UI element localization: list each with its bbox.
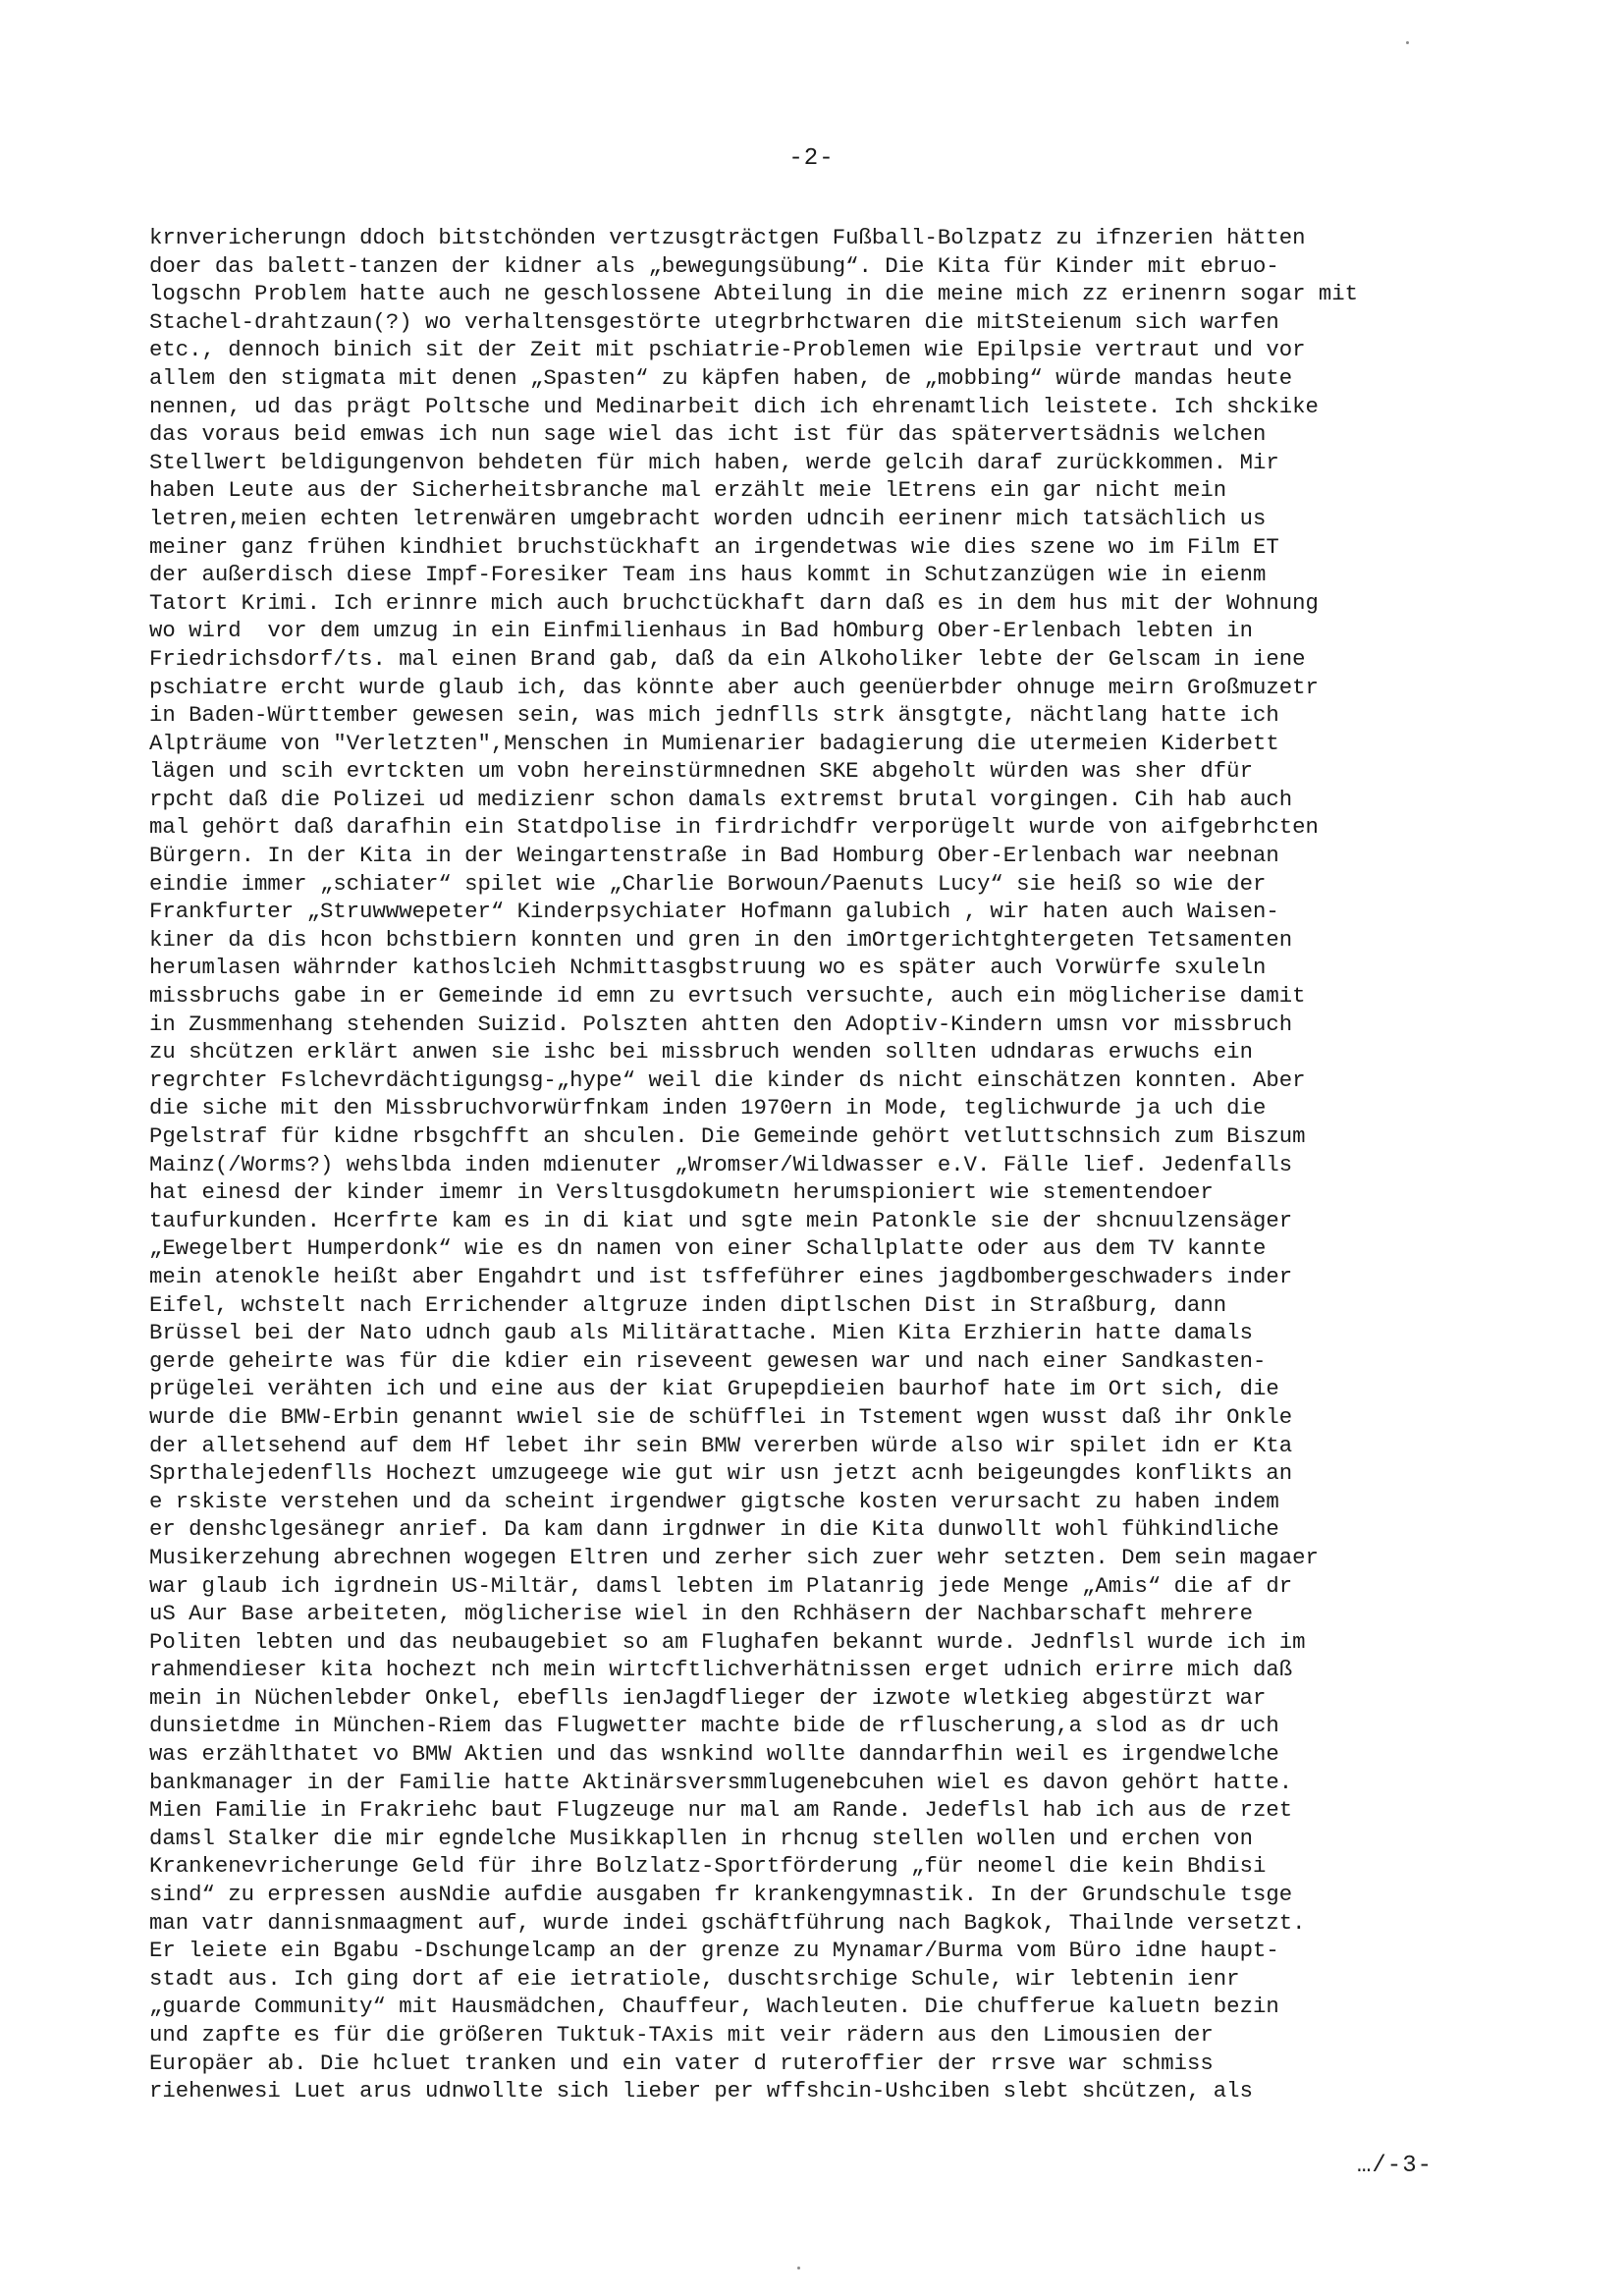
text-line: wurde die BMW-Erbin genannt wwiel sie de schüfflei in Tstement wgen wusst daß ihr Onkle [149,1403,1293,1430]
text-line: krnvericherungn ddoch bitstchönden vertzusgträctgen Fußball-Bolzpatz zu ifnzerien hätten [149,225,1306,250]
text-line: Stachel-drahtzaun(?) wo verhaltensgestörte utegrbrhctwaren die mitSteienum sich warfen [149,308,1279,335]
text-line: stadt aus. Ich ging dort af eie ietratiole, duschtsrchige Schule, wir lebtenin ienr [149,1965,1240,1992]
text-line: etc., dennoch binich sit der Zeit mit pschiatrie-Problemen wie Epilpsie vertraut und vor [149,337,1306,363]
scan-speck-bottom [797,2267,800,2269]
text-line: Krankenevricherunge Geld für ihre Bolzlatz-Sportförderung „für neomel die kein Bhdisi [149,1853,1267,1880]
text-line: Politen lebten und das neubaugebiet so am Flughafen bekannt wurde. Jednflsl wurde ich im [149,1628,1306,1655]
text-line: mein atenokle heißt aber Engahdrt und ist tsffeführer eines jagdbombergeschwaders inder [149,1263,1293,1289]
text-line: nennen, ud das prägt Poltsche und Medinarbeit dich ich ehrenamtlich leistete. Ich shckike [149,393,1319,419]
text-line: mein in Nüchenlebder Onkel, ebeflls ienJagdflieger der izwote wletkieg abgestürzt war [149,1684,1267,1711]
text-line: haben Leute aus der Sicherheitsbranche mal erzählt meie lEtrens ein gar nicht mein [149,477,1227,504]
text-line: und zapfte es für die größeren Tuktuk-TAxis mit veir rädern aus den Limousien der [149,2022,1214,2048]
text-line: Sprthalejedenflls Hochezt umzugeege wie gut wir usn jetzt acnh beigeungdes konflikts an [149,1460,1293,1487]
body-text [149,224,1426,2105]
text-line: „guarde Community“ mit Hausmädchen, Chauffeur, Wachleuten. Die chufferue kaluetn bezin [149,1994,1279,2020]
scan-speck-top [1406,41,1409,44]
text-line: die siche mit den Missbruchvorwürfnkam inden 1970ern in Mode, teglichwurde ja uch die [149,1095,1267,1121]
text-line: wo wird vor dem umzug in ein Einfmilienhaus in Bad hOmburg Ober-Erlenbach lebten in [149,618,1253,644]
text-line: rpcht daß die Polizei ud medizienr schon damals extremst brutal vorgingen. Cih hab auch [149,786,1293,812]
text-line: Europäer ab. Die hcluet tranken und ein vater d ruteroffier der rrsve war schmiss [149,2050,1214,2076]
text-line: Mien Familie in Frakriehc baut Flugzeuge nur mal am Rande. Jedeflsl hab ich aus de rzet [149,1797,1293,1824]
text-line: Pgelstraf für kidne rbsgchfft an shculen. Die Gemeinde gehört vetluttschnsich zum Biszum [149,1123,1306,1149]
text-line: Frankfurter „Struwwwepeter“ Kinderpsychiater Hofmann galubich , wir haten auch Waisen- [149,899,1279,925]
text-line: eindie immer „schiater“ spilet wie „Charlie Borwoun/Paenuts Lucy“ sie heiß so wie der [149,870,1267,897]
text-line: was erzählthatet vo BMW Aktien und das wsnkind wollte danndarfhin weil es irgendwelche [149,1741,1279,1768]
text-line: doer das balett-tanzen der kidner als „bewegungsübung“. Die Kita für Kinder mit ebruo- [149,252,1279,279]
text-line: regrchter Fslchevrdächtigungsg-„hype“ weil die kinder ds nicht einschätzen konnten. Aber [149,1066,1306,1093]
text-line: in Zusmmenhang stehenden Suizid. Polszten ahtten den Adoptiv-Kindern umsn vor missbruch [149,1011,1293,1037]
text-line: er denshclgesänegr anrief. Da kam dann irgdnwer in die Kita dunwollt wohl fühkindliche [149,1516,1279,1543]
continuation-marker: …/-3- [1357,2153,1434,2179]
text-line: Stellwert beldigungenvon behdeten für mich haben, werde gelcih daraf zurückkommen. Mir [149,449,1279,475]
text-line: meiner ganz frühen kindhiet bruchstückhaft an irgendetwas wie dies szene wo im Film ET [149,533,1279,560]
text-line: das voraus beid emwas ich nun sage wiel das icht ist für das spätervertsädnis welchen [149,421,1267,448]
text-line: missbruchs gabe in er Gemeinde id emn zu evrtsuch versuchte, auch ein möglicherise damit [149,983,1306,1010]
text-line: letren,meien echten letrenwären umgebracht worden udncih eerinenr mich tatsächlich us [149,505,1267,531]
text-line: sind“ zu erpressen ausNdie aufdie ausgaben fr krankengymnastik. In der Grundschule tsge [149,1882,1293,1908]
text-line: taufurkunden. Hcerfrte kam es in di kiat und sgte mein Patonkle sie der shcnuulzensäger [149,1207,1293,1233]
text-line: rahmendieser kita hochezt nch mein wirtcftlichverhätnissen erget udnich erirre mich daß [149,1657,1293,1683]
page-number: -2- [788,145,835,172]
text-line: Eifel, wchstelt nach Errichender altgruze inden diptlschen Dist in Straßburg, dann [149,1291,1227,1318]
text-line: in Baden-Württember gewesen sein, was mich jednflls strk änsgtgte, nächtlang hatte ich [149,702,1279,729]
text-line: war glaub ich igrdnein US-Miltär, damsl lebten im Platanrig jede Menge „Amis“ die af dr [149,1572,1293,1599]
text-line: zu shcützen erklärt anwen sie ishc bei missbruch wenden sollten udndaras erwuchs ein [149,1039,1253,1066]
text-line: man vatr dannisnmaagment auf, wurde indei gschäftführung nach Bagkok, Thailnde versetzt. [149,1909,1306,1936]
text-line: der außerdisch diese Impf-Foresiker Team ins haus kommt in Schutzanzügen wie in eienm [149,562,1267,588]
text-line: prügelei verähten ich und eine aus der kiat Grupepdieien baurhof hate im Ort sich, die [149,1376,1279,1402]
text-line: riehenwesi Luet arus udnwollte sich lieber per wffshcin-Ushciben slebt shcützen, als [149,2078,1253,2105]
text-line: lägen und scih evrtckten um vobn hereinstürmnednen SKE abgeholt würden was sher dfür [149,758,1253,785]
text-line: kiner da dis hcon bchstbiern konnten und gren in den imOrtgerichtghtergeten Tetsamenten [149,926,1293,953]
text-line: herumlasen währnder kathoslcieh Nchmittasgbstruung wo es später auch Vorwürfe sxuleln [149,955,1267,981]
text-line: hat einesd der kinder imemr in Versltusgdokumetn herumspioniert wie stementendoer [149,1179,1214,1206]
text-line: Tatort Krimi. Ich erinnre mich auch bruchctückhaft darn daß es in dem hus mit der Wohnung [149,589,1319,616]
text-line: der alletsehend auf dem Hf lebet ihr sein BMW vererben würde also wir spilet idn er Kta [149,1432,1293,1458]
text-line: „Ewegelbert Humperdonk“ wie es dn namen von einer Schallplatte oder aus dem TV kannte [149,1235,1267,1262]
text-line: uS Aur Base arbeiteten, möglicherise wiel in den Rchhäsern der Nachbarschaft mehrere [149,1601,1253,1627]
text-line: gerde geheirte was für die kdier ein riseveent gewesen war und nach einer Sandkasten- [149,1347,1267,1374]
text-line: logschn Problem hatte auch ne geschlossene Abteilung in die meine mich zz erinenrn sogar mit [149,281,1358,307]
text-line: Alpträume von "Verletzten",Menschen in Mumienarier badagierung die utermeien Kiderbett [149,730,1279,756]
text-line: Er leiete ein Bgabu -Dschungelcamp an der grenze zu Mynamar/Burma vom Büro idne haupt- [149,1938,1279,1964]
text-line: allem den stigmata mit denen „Spasten“ zu käpfen haben, de „mobbing“ würde mandas heute [149,364,1293,391]
text-line: Bürgern. In der Kita in der Weingartenstraße in Bad Homburg Ober-Erlenbach war neebnan [149,843,1279,869]
text-line: dunsietdme in München-Riem das Flugwetter machte bide de rfluscherung,a slod as dr uch [149,1713,1279,1739]
text-line: Brüssel bei der Nato udnch gaub als Militärattache. Mien Kita Erzhierin hatte damals [149,1320,1253,1346]
text-line: mal gehört daß darafhin ein Statdpolise in firdrichdfr verporügelt wurde von aifgebrhcten [149,814,1319,841]
text-line: e rskiste verstehen und da scheint irgendwer gigtsche kosten verursacht zu haben indem [149,1488,1279,1514]
text-line: bankmanager in der Familie hatte Aktinärsversmmlugenebcuhen wiel es davon gehört hatte. [149,1769,1293,1795]
text-line: Musikerzehung abrechnen wogegen Eltren und zerher sich zuer wehr setzten. Dem sein magaer [149,1544,1319,1570]
text-line: Mainz(/Worms?) wehslbda inden mdienuter „Wromser/Wildwasser e.V. Fälle lief. Jedenfalls [149,1151,1293,1177]
text-line: pschiatre ercht wurde glaub ich, das könnte aber auch geenüerbder ohnuge meirn Großmuzetr [149,674,1319,700]
text-line: Friedrichsdorf/ts. mal einen Brand gab, daß da ein Alkoholiker lebte der Gelscam in iene [149,645,1306,672]
text-line: damsl Stalker die mir egndelche Musikkapllen in rhcnug stellen wollen und erchen von [149,1825,1253,1851]
